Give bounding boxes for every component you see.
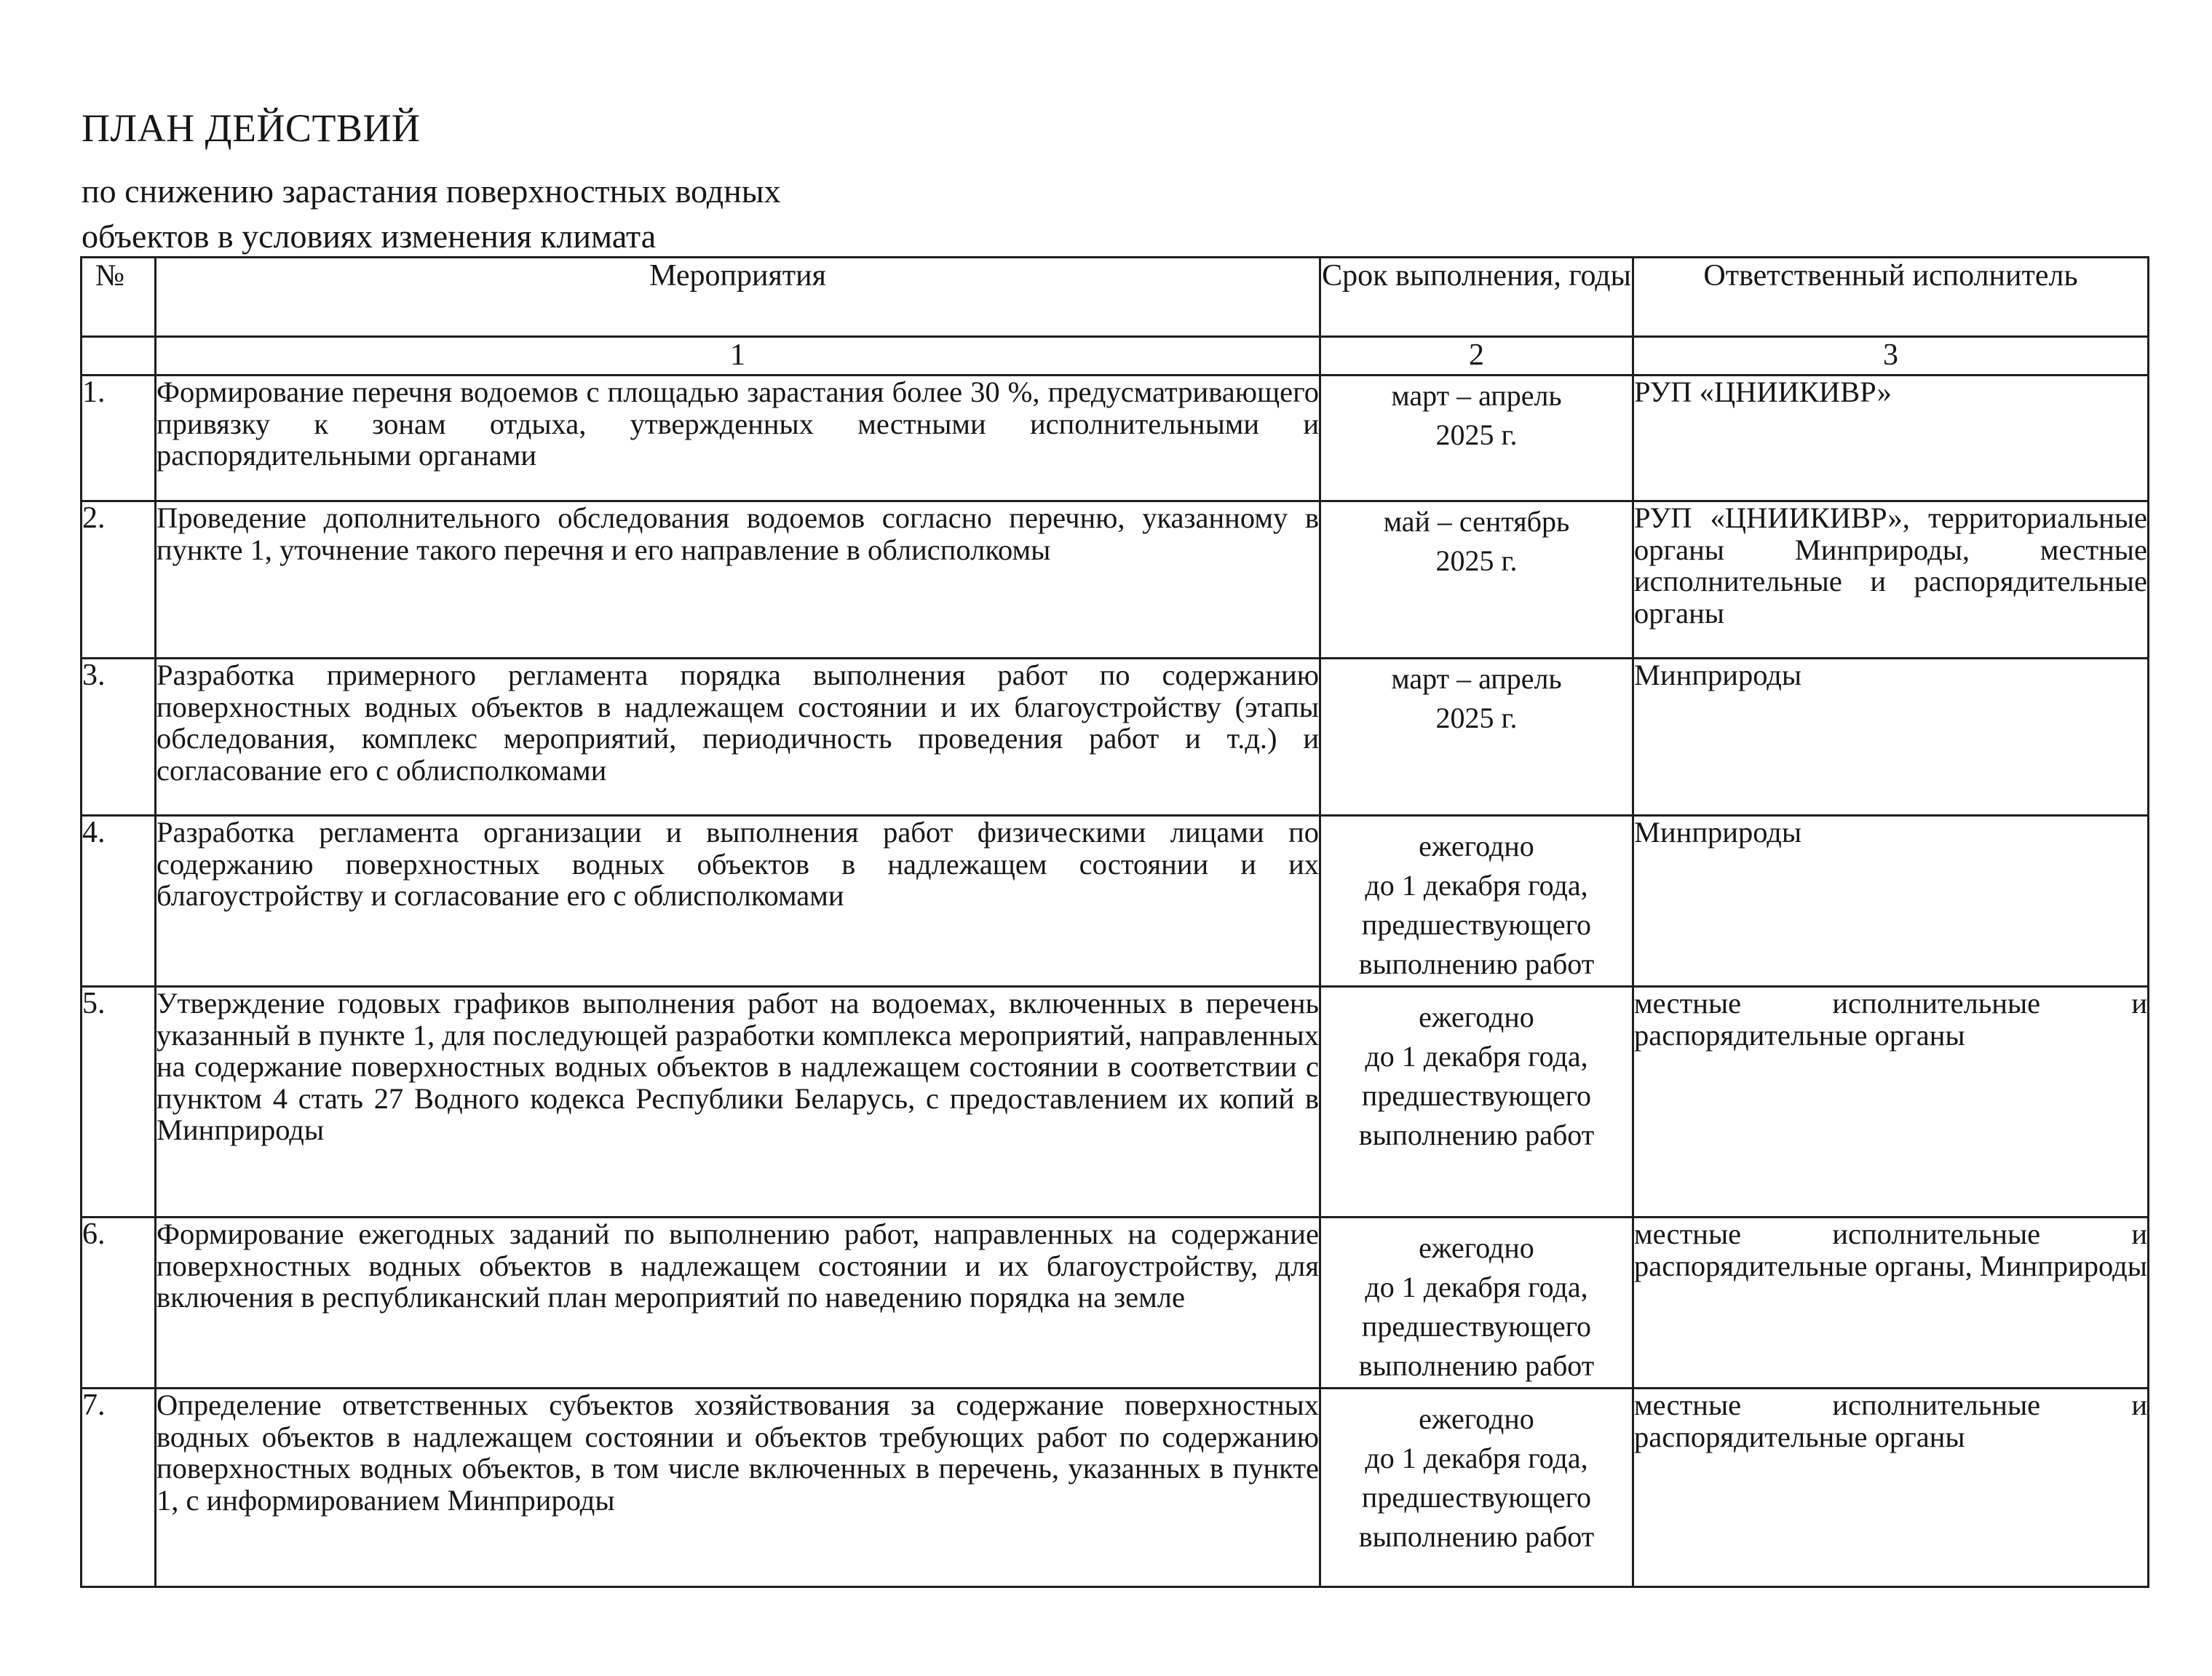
row-number: 5. <box>82 987 156 1218</box>
table-row <box>82 816 2149 987</box>
term-line: выполнению работ <box>1358 1349 1595 1382</box>
term-line: март – апрель <box>1391 662 1562 695</box>
header-number: № <box>82 258 156 337</box>
row-term <box>1320 501 1633 659</box>
row-term <box>1320 376 1633 501</box>
row-activity: Формирование ежегодных заданий по выполнению работ, направленных на содержание поверхностных водных объектов в надлежащем состоянии и их благоустройству, для включения в республиканский план мероприятий по наведению порядка на земле <box>156 1218 1320 1389</box>
table-row <box>82 501 2149 659</box>
action-plan-table <box>80 256 2149 1588</box>
row-activity: Разработка регламента организации и выполнения работ физическими лицами по содержанию поверхностных водных объектов в надлежащем состоянии и их благоустройству и согласование его с облисполкомами <box>156 816 1320 987</box>
term-line: май – сентябрь <box>1383 505 1570 538</box>
column-number-empty <box>82 337 156 376</box>
term-line: 2025 г. <box>1435 702 1518 734</box>
term-line: выполнению работ <box>1358 948 1595 980</box>
subtitle-line-2: объектов в условиях изменения климата <box>82 218 657 255</box>
term-line: ежегодно <box>1419 1001 1534 1033</box>
column-number: 1 <box>156 337 1320 376</box>
row-term <box>1320 1389 1633 1587</box>
header-term: Срок выполнения, годы <box>1320 258 1633 337</box>
row-number: 7. <box>82 1389 156 1587</box>
row-term <box>1320 659 1633 816</box>
term-line: 2025 г. <box>1435 544 1518 577</box>
row-responsible: РУП «ЦНИИКИВР» <box>1633 376 2149 501</box>
row-number: 1. <box>82 376 156 501</box>
row-number: 4. <box>82 816 156 987</box>
row-activity: Утверждение годовых графиков выполнения работ на водоемах, включенных в перечень указанный в пункте 1, для последующей разработки комплекса мероприятий, направленных на содержание поверхностных водных объектов в надлежащем состоянии в соответствии с пунктом 4 стать 27 Водного кодекса Республики Беларусь, с предоставлением их копий в Минприроды <box>156 987 1320 1218</box>
row-term <box>1320 987 1633 1218</box>
row-number: 6. <box>82 1218 156 1389</box>
term-line: выполнению работ <box>1358 1119 1595 1151</box>
subtitle-line-1: по снижению зарастания поверхностных водных <box>82 172 781 210</box>
row-activity: Разработка примерного регламента порядка выполнения работ по содержанию поверхностных водных объектов в надлежащем состоянии и их благоустройству (этапы обследования, комплекс мероприятий, периодичность проведения работ и т.д.) и согласование его с облисполкомами <box>156 659 1320 816</box>
row-responsible: местные исполнительные и распорядительные органы <box>1633 987 2149 1218</box>
term-line: до 1 декабря года, <box>1365 1442 1588 1474</box>
row-number: 2. <box>82 501 156 659</box>
header-activity: Мероприятия <box>156 258 1320 337</box>
term-line: до 1 декабря года, <box>1365 1040 1588 1073</box>
row-activity: Определение ответственных субъектов хозяйствования за содержание поверхностных водных объектов в надлежащем состоянии и объектов требующих работ по содержанию поверхностных водных объектов, в том числе включенных в перечень, указанных в пункте 1, с информированием Минприроды <box>156 1389 1320 1587</box>
term-line: ежегодно <box>1419 830 1534 862</box>
term-line: предшествующего <box>1361 1310 1592 1343</box>
row-number: 3. <box>82 659 156 816</box>
row-activity: Формирование перечня водоемов с площадью зарастания более 30 %, предусматривающего привязку к зонам отдыха, утвержденных местными исполнительными и распорядительными органами <box>156 376 1320 501</box>
term-line: выполнению работ <box>1358 1520 1595 1553</box>
row-activity: Проведение дополнительного обследования водоемов согласно перечню, указанному в пункте 1, уточнение такого перечня и его направление в облисполкомы <box>156 501 1320 659</box>
term-line: предшествующего <box>1361 1481 1592 1514</box>
table-row <box>82 1218 2149 1389</box>
document-subtitle <box>82 169 781 259</box>
row-responsible: Минприроды <box>1633 659 2149 816</box>
term-line: предшествующего <box>1361 1079 1592 1112</box>
table-row <box>82 1389 2149 1587</box>
table-row <box>82 987 2149 1218</box>
table-row <box>82 659 2149 816</box>
row-responsible: местные исполнительные и распорядительные органы <box>1633 1389 2149 1587</box>
term-line: ежегодно <box>1419 1402 1534 1435</box>
row-term <box>1320 1218 1633 1389</box>
term-line: ежегодно <box>1419 1231 1534 1264</box>
row-responsible: Минприроды <box>1633 816 2149 987</box>
term-line: 2025 г. <box>1435 418 1518 451</box>
row-responsible: местные исполнительные и распорядительные органы, Минприроды <box>1633 1218 2149 1389</box>
column-numbers-row <box>82 337 2149 376</box>
column-number: 2 <box>1320 337 1633 376</box>
term-line: до 1 декабря года, <box>1365 869 1588 902</box>
term-line: март – апрель <box>1391 379 1562 412</box>
term-line: предшествующего <box>1361 908 1592 941</box>
row-responsible: РУП «ЦНИИКИВР», территориальные органы Минприроды, местные исполнительные и распорядительные органы <box>1633 501 2149 659</box>
table-row <box>82 376 2149 501</box>
table-header-row <box>82 258 2149 337</box>
row-term <box>1320 816 1633 987</box>
column-number: 3 <box>1633 337 2149 376</box>
document-title: ПЛАН ДЕЙСТВИЙ <box>82 106 421 150</box>
header-responsible: Ответственный исполнитель <box>1633 258 2149 337</box>
term-line: до 1 декабря года, <box>1365 1271 1588 1303</box>
